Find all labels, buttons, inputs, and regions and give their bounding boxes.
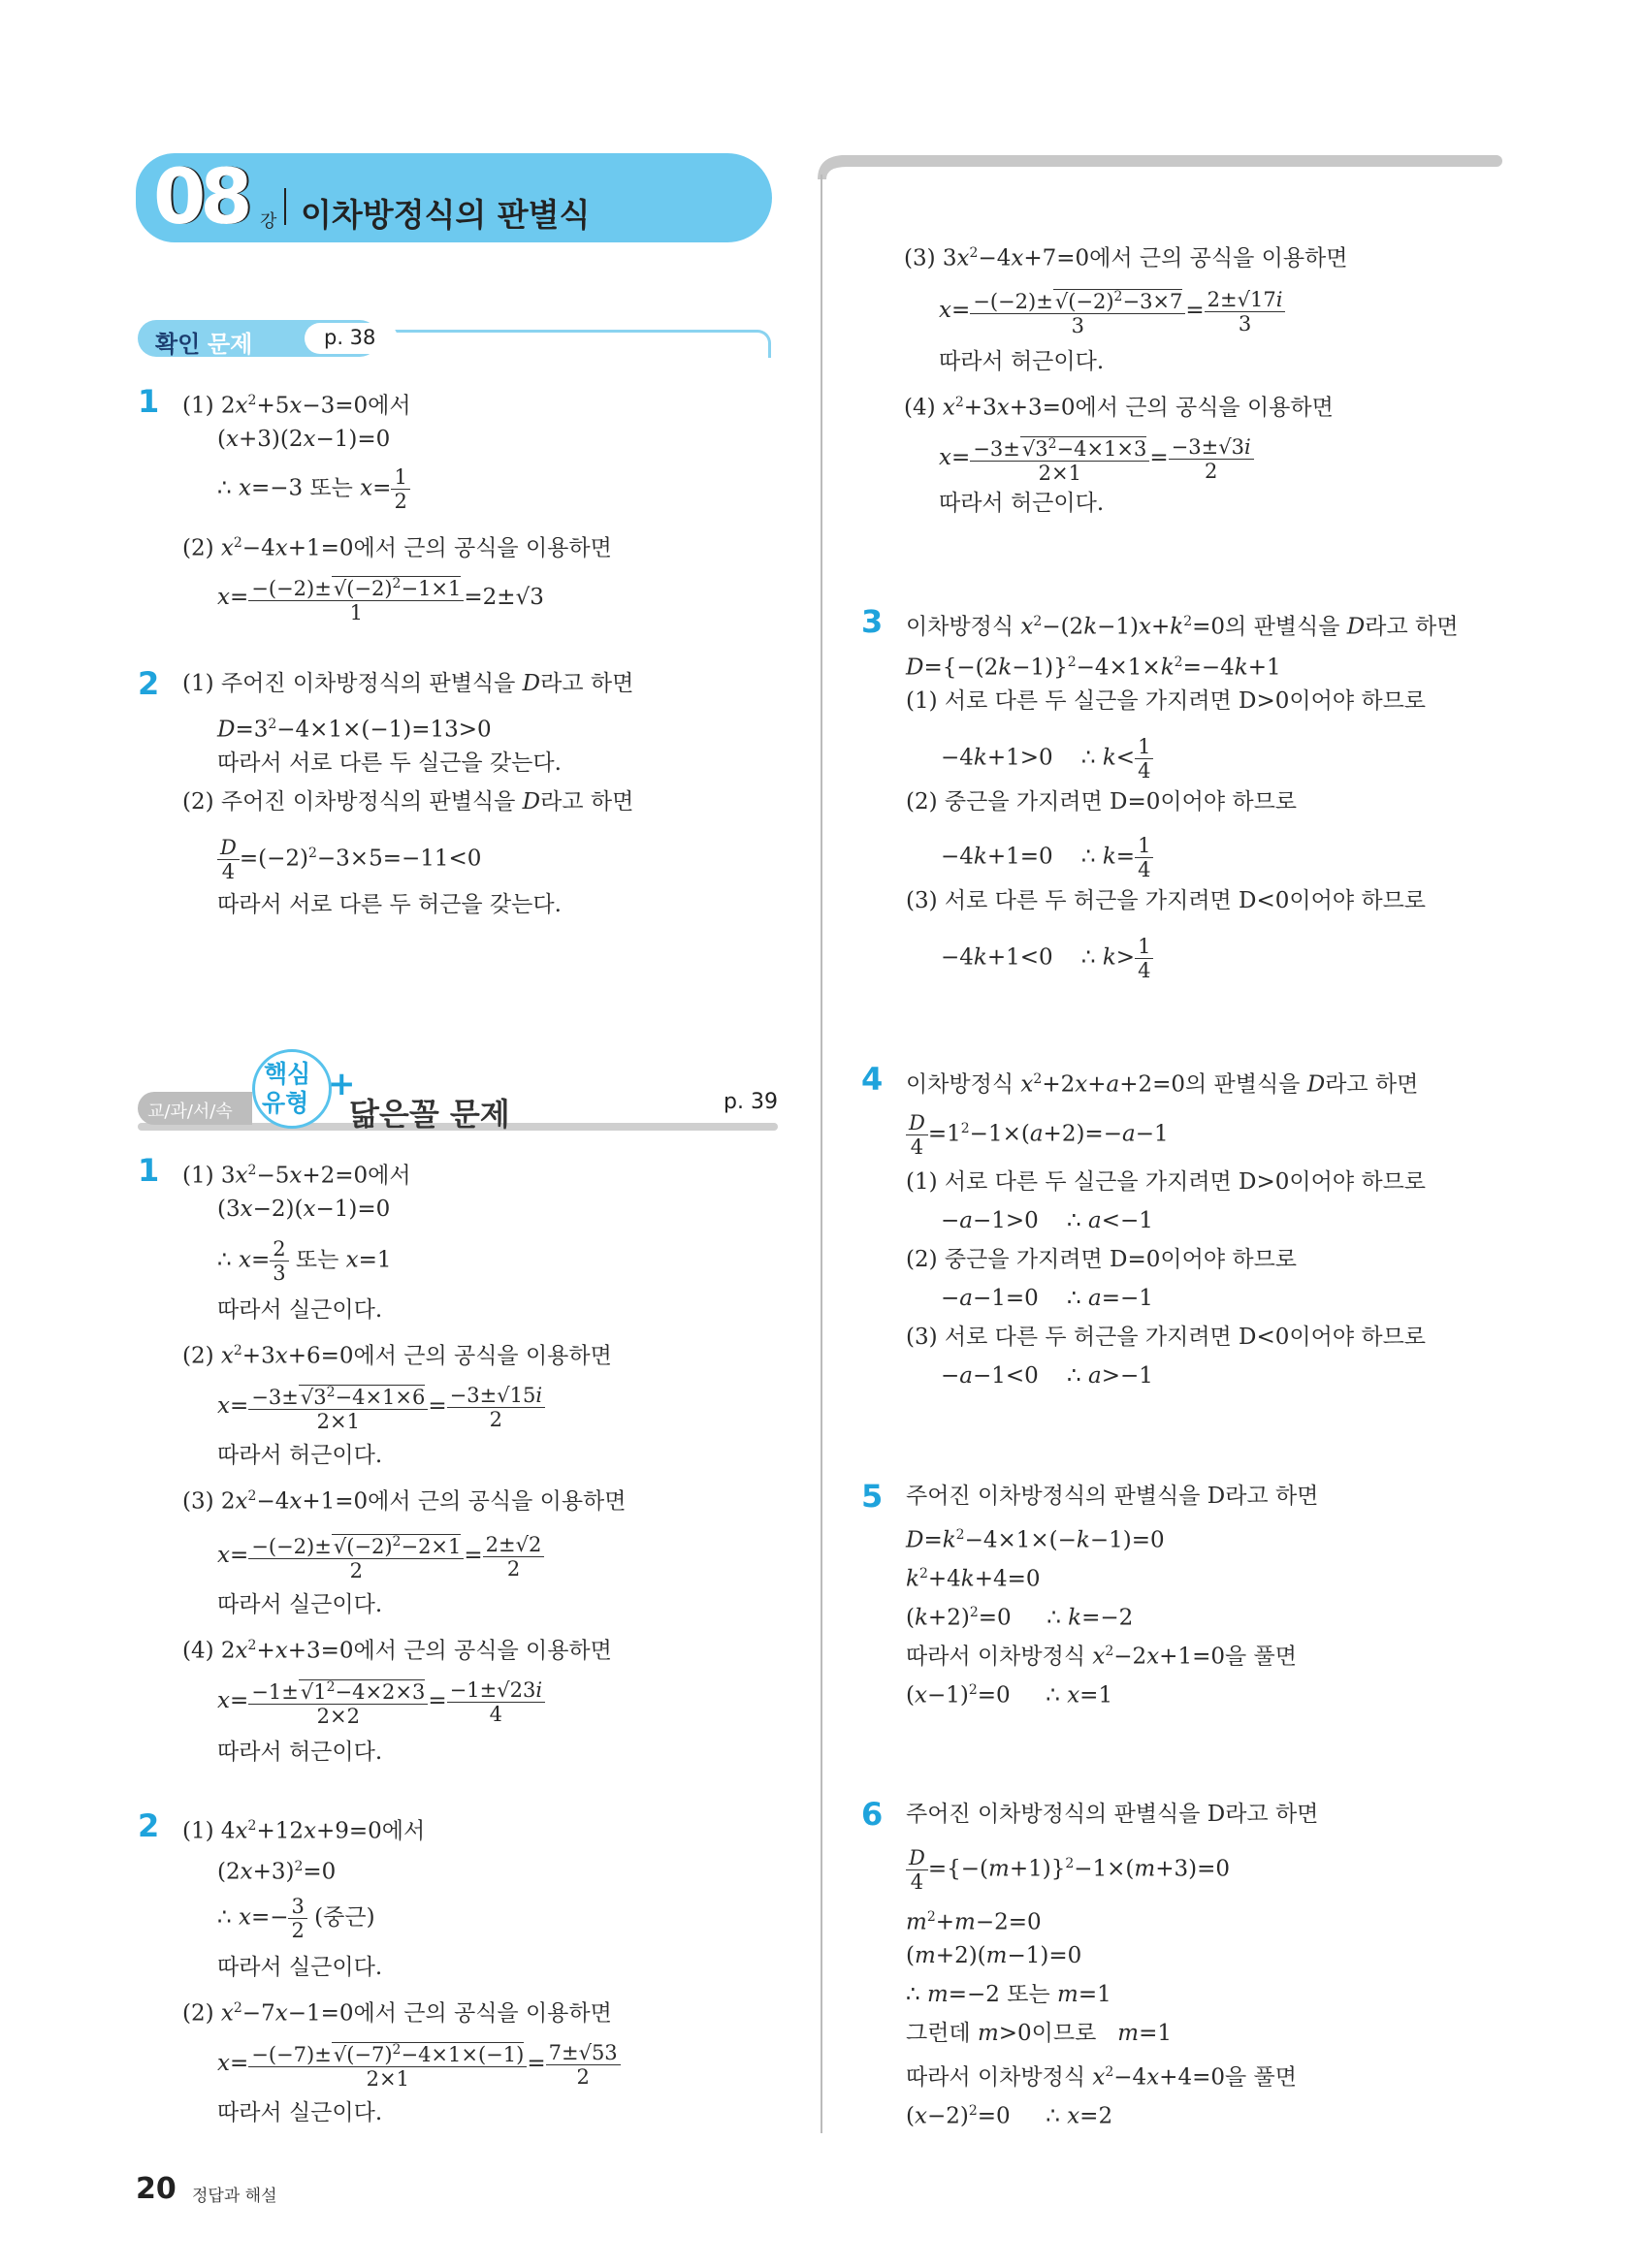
section2-badge-top: 핵심 [264,1060,311,1088]
section2-badge-bottom: 유형 [262,1089,309,1117]
solution-line: (2) $x^2+3x+6=0$에서 근의 공식을 이용하면 [182,1343,612,1369]
solution-line: (1) 서로 다른 두 실근을 가지려면 D>0이어야 하므로 [906,688,1427,714]
solution-line: 따라서 실근이다. [217,1592,383,1617]
solution-line: 이차방정식 $x^2-(2k-1)x+k^2=0$의 판별식을 D라고 하면 [906,614,1459,640]
solution-line: −a−1=0 ∴ a=−1 [941,1286,1153,1311]
solution-line: 주어진 이차방정식의 판별식을 D라고 하면 [906,1484,1319,1509]
solution-line: $\frac{D}{4}$ $=1^2-1\times(a+2)=-a-1$ [906,1111,1169,1159]
solution-line: 따라서 실근이다. [217,2100,383,2125]
lesson-suffix: 강 [260,211,277,232]
problem-number-6: 6 [861,1796,884,1833]
solution-line: (3) 서로 다른 두 허근을 가지려면 D<0이어야 하므로 [906,888,1427,913]
solution-line: ∴ m=−2 또는 m=1 [906,1982,1111,2007]
section1-header [138,320,778,365]
header-divider [284,188,286,225]
solution-line: (1) $3x^2-5x+2=0$에서 [182,1163,411,1189]
plus-icon: + [328,1065,356,1103]
lesson-header [136,153,776,242]
page-number: 20 [136,2172,177,2206]
solution-line: (1) $2x^2+5x-3=0$에서 [182,393,411,419]
solution-line: 주어진 이차방정식의 판별식을 D라고 하면 [906,1802,1319,1827]
solution-line: ∴ x= $\frac{2}{3}$ 또는 x=1 [217,1237,392,1285]
solution-line: x= $\frac{-(-7)\pm√(-7)^2-4\times 1\times(-1)}{2\times 1}$ = $\frac{7\pm√53}{2}$ [217,2038,621,2091]
lesson-number: 08 [153,154,247,241]
solution-line: (4) $x^2+3x+3=0$에서 근의 공식을 이용하면 [904,395,1334,421]
solution-line: 따라서 허근이다. [217,1443,383,1468]
problem-number-2: 2 [138,1807,160,1844]
solution-line: x= $\frac{-3\pm√3^2-4\times 1\times 3}{2\times 1}$ = $\frac{-3\pm√3i}{2}$ [939,432,1254,485]
solution-line: 그런데 m>0이므로 m=1 [906,2021,1172,2046]
solution-line: x= $\frac{-3\pm√3^2-4\times 1\times 6}{2\times 1}$ = $\frac{-3\pm√15i}{2}$ [217,1381,545,1433]
solution-line: (4) $2x^2+x+3=0$에서 근의 공식을 이용하면 [182,1638,612,1664]
solution-line: $(2x+3)^2=0$ [217,1859,337,1885]
solution-line: x= $\frac{-1\pm√1^2-4\times 2\times 3}{2\times 2}$ = $\frac{-1\pm√23i}{4}$ [217,1676,545,1728]
solution-line: (2) 중근을 가지려면 D=0이어야 하므로 [906,1247,1298,1272]
solution-line: 따라서 서로 다른 두 허근을 갖는다. [217,892,562,917]
solution-line: −4k+1>0 ∴ k< $\frac{1}{4}$ [941,735,1153,783]
solution-line: $D=3^2-4\times 1\times(-1)=13>0$ [217,717,492,743]
solution-line: (1) $4x^2+12x+9=0$에서 [182,1818,426,1844]
solution-line: 따라서 허근이다. [939,349,1105,374]
solution-line: 따라서 이차방정식 $x^2-2x+1=0$을 풀면 [906,1644,1297,1670]
right-column-top-bar [813,145,1511,184]
solution-line: (3) 서로 다른 두 허근을 가지려면 D<0이어야 하므로 [906,1325,1427,1350]
solution-line: ∴ x=− $\frac{3}{2}$ (중근) [217,1895,375,1942]
section1-title-b: 문제 [208,331,253,358]
solution-line: (1) 주어진 이차방정식의 판별식을 D라고 하면 [182,671,634,696]
solution-line: x= $\frac{-(-2)\pm√(-2)^2-3\times 7}{3}$ = $\frac{2\pm√17i}{3}$ [939,285,1285,337]
solution-line: −4k+1<0 ∴ k> $\frac{1}{4}$ [941,935,1153,982]
section2-page: p. 39 [724,1090,778,1114]
problem-number-1: 1 [138,1152,160,1189]
solution-line: $D=k^2-4\times 1\times(-k-1)=0$ [906,1527,1165,1553]
solution-line: (2) 중근을 가지려면 D=0이어야 하므로 [906,789,1298,815]
solution-line: (2) $x^2-4x+1=0$에서 근의 공식을 이용하면 [182,535,612,561]
solution-line: (3) $3x^2-4x+7=0$에서 근의 공식을 이용하면 [904,245,1348,272]
solution-line: $k^2+4k+4=0$ [906,1566,1041,1592]
footer-label: 정답과 해설 [192,2187,277,2206]
lesson-title: 이차방정식의 판별식 [301,196,591,234]
solution-line: (2) $x^2-7x-1=0$에서 근의 공식을 이용하면 [182,2000,612,2027]
solution-line: (m+2)(m−1)=0 [906,1943,1082,1968]
problem-number-5: 5 [861,1478,884,1515]
solution-line: ∴ x=−3 또는 x= $\frac{1}{2}$ [217,465,410,513]
solution-line: −a−1<0 ∴ a>−1 [941,1363,1153,1389]
solution-line: (x+3)(2x−1)=0 [217,427,391,452]
solution-line: (3) $2x^2-4x+1=0$에서 근의 공식을 이용하면 [182,1488,627,1515]
solution-line: $\frac{D}{4}$ $=(-2)^2-3\times 5=-11<0$ [217,836,481,883]
solution-line: −a−1>0 ∴ a<−1 [941,1208,1153,1233]
section1-page: p. 38 [324,326,376,349]
section2-title: 닮은꼴 문제 [349,1096,510,1133]
problem-number-4: 4 [861,1061,884,1098]
solution-line: (1) 서로 다른 두 실근을 가지려면 D>0이어야 하므로 [906,1169,1427,1195]
solution-line: 따라서 허근이다. [939,491,1105,516]
section2-tag: 교/과/서/속 [147,1102,233,1122]
solution-line: 따라서 실근이다. [217,1955,383,1980]
solution-line: x= $\frac{-(-2)\pm√(-2)^2-2\times 1}{2}$ = $\frac{2\pm√2}{2}$ [217,1530,544,1582]
solution-line: 따라서 서로 다른 두 실근을 갖는다. [217,751,562,776]
solution-line: (3x−2)(x−1)=0 [217,1197,391,1222]
solution-line: $\frac{D}{4}$ $=\{-(m+1)\}^2-1\times(m+3)=0$ [906,1846,1230,1894]
solution-line: x= $\frac{-(-2)\pm√(-2)^2-1\times 1}{1}$ =2±√3 [217,572,544,624]
column-divider [821,175,822,2133]
solution-line: (2) 주어진 이차방정식의 판별식을 D라고 하면 [182,789,634,815]
problem-number-2: 2 [138,665,160,702]
solution-line: −4k+1=0 ∴ k= $\frac{1}{4}$ [941,834,1153,881]
problem-number-3: 3 [861,603,884,640]
solution-line: 따라서 실근이다. [217,1297,383,1323]
section2-header [138,1038,780,1131]
solution-line: $D=\{-(2k-1)\}^2-4\times 1\times k^2=-4k+1$ [906,655,1281,681]
solution-line: $(x-1)^2=0$ ∴ x=1 [906,1682,1113,1709]
solution-line: 이차방정식 $x^2+2x+a+2=0$의 판별식을 D라고 하면 [906,1071,1419,1098]
problem-number-1: 1 [138,383,160,420]
section1-title-a: 확인 [155,331,201,358]
solution-line: 따라서 이차방정식 $x^2-4x+4=0$을 풀면 [906,2064,1297,2091]
solution-line: $(k+2)^2=0$ ∴ k=−2 [906,1605,1134,1631]
solution-line: 따라서 허근이다. [217,1740,383,1765]
solution-line: $(x-2)^2=0$ ∴ x=2 [906,2103,1113,2129]
solution-line: $m^2+m-2=0$ [906,1909,1042,1935]
